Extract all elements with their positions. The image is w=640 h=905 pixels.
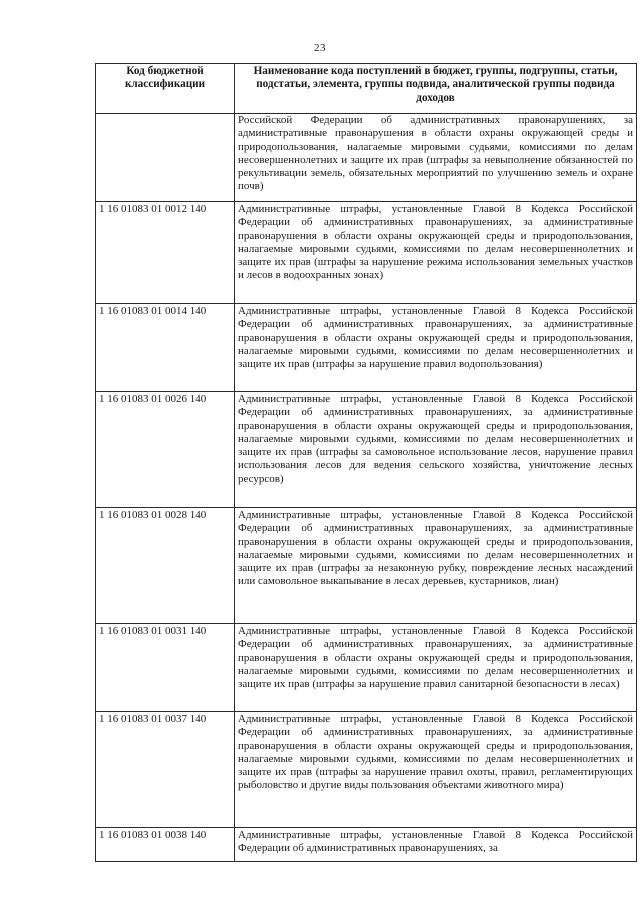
table-row [96,202,637,304]
row-description: Административные штрафы, установленные Главой 8 Кодекса Российской Федерации об административных правонарушениях, за административные правонарушения в области охраны окружающей среды и природопользования, налагаемые мировыми судьями, комиссиями по делам несовершеннолетних и защите их прав (штрафы за нарушение правил санитарной безопасности в лесах) [235,624,637,712]
page-number: 23 [314,42,326,54]
table-row [96,508,637,624]
row-code: 1 16 01083 01 0031 140 [96,624,235,712]
budget-classification-table [95,63,637,862]
row-code: 1 16 01083 01 0014 140 [96,304,235,392]
row-description: Административные штрафы, установленные Главой 8 Кодекса Российской Федерации об административных правонарушениях, за административные правонарушения в области охраны окружающей среды и природопользования, налагаемые мировыми судьями, комиссиями по делам несовершеннолетних и защите их прав (штрафы за незаконную рубку, повреждение лесных насаждений или самовольное выкапывание в лесах деревьев, кустарников, лиан) [235,508,637,624]
row-description: Административные штрафы, установленные Главой 8 Кодекса Российской Федерации об административных правонарушениях, за административные правонарушения в области охраны окружающей среды и природопользования, налагаемые мировыми судьями, комиссиями по делам несовершеннолетних и защите их прав (штрафы за самовольное использование лесов, нарушение правил использования лесов для ведения сельского хозяйства, уничтожение лесных ресурсов) [235,392,637,508]
table-row [96,114,637,202]
header-code: Код бюджетной классификации [96,64,235,114]
row-description: Административные штрафы, установленные Главой 8 Кодекса Российской Федерации об административных правонарушениях, за административные правонарушения в области охраны окружающей среды и природопользования, налагаемые мировыми судьями, комиссиями по делам несовершеннолетних и защите их прав (штрафы за нарушение режима использования земельных участков и лесов в водоохранных зонах) [235,202,637,304]
row-code: 1 16 01083 01 0026 140 [96,392,235,508]
row-description: Российской Федерации об административных правонарушениях, за административные правонарушения в области охраны окружающей среды и природопользования, налагаемые мировыми судьями, комиссиями по делам несовершеннолетних и защите их прав (штрафы за невыполнение обязанностей по рекультивации земель, обязательных мероприятий по улучшению земель и охране почв) [235,114,637,202]
row-code: 1 16 01083 01 0037 140 [96,712,235,828]
row-description: Административные штрафы, установленные Главой 8 Кодекса Российской Федерации об административных правонарушениях, за административные правонарушения в области охраны окружающей среды и природопользования, налагаемые мировыми судьями, комиссиями по делам несовершеннолетних и защите их прав (штрафы за нарушение правил охоты, правил, регламентирующих рыболовство и другие виды пользования объектами животного мира) [235,712,637,828]
table-row [96,392,637,508]
table-row [96,624,637,712]
row-description: Административные штрафы, установленные Главой 8 Кодекса Российской Федерации об административных правонарушениях, за [235,828,637,862]
row-code: 1 16 01083 01 0012 140 [96,202,235,304]
table-header-row [96,64,637,114]
row-description: Административные штрафы, установленные Главой 8 Кодекса Российской Федерации об административных правонарушениях, за административные правонарушения в области охраны окружающей среды и природопользования, налагаемые мировыми судьями, комиссиями по делам несовершеннолетних и защите их прав (штрафы за нарушение правил водопользования) [235,304,637,392]
header-name: Наименование кода поступлений в бюджет, группы, подгруппы, статьи, подстатьи, элемента, группы подвида, аналитической группы подвида доходов [235,64,637,114]
table-row [96,304,637,392]
table-row [96,712,637,828]
table-row [96,828,637,862]
row-code: 1 16 01083 01 0028 140 [96,508,235,624]
row-code: 1 16 01083 01 0038 140 [96,828,235,862]
row-code [96,114,235,202]
